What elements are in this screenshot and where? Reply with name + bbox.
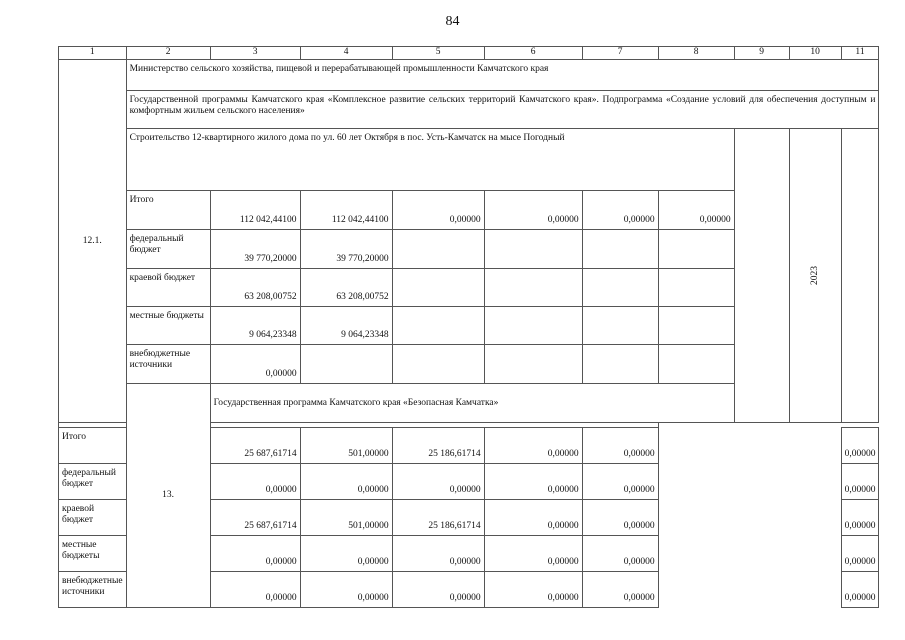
column-number: 11 xyxy=(841,47,879,60)
value-cell: 0,00000 xyxy=(484,536,582,572)
value-cell: 0,00000 xyxy=(484,428,582,464)
value-cell: 112 042,44100 xyxy=(210,191,300,230)
row-label: федеральный бюджет xyxy=(126,230,210,269)
column-number: 4 xyxy=(300,47,392,60)
row-label: местные бюджеты xyxy=(59,536,127,572)
value-cell: 0,00000 xyxy=(300,536,392,572)
column-number: 2 xyxy=(126,47,210,60)
value-cell: 0,00000 xyxy=(582,536,658,572)
value-cell xyxy=(582,269,658,307)
value-cell: 0,00000 xyxy=(841,500,879,536)
value-cell xyxy=(300,345,392,384)
column-number: 7 xyxy=(582,47,658,60)
value-cell: 0,00000 xyxy=(484,191,582,230)
value-cell: 0,00000 xyxy=(300,464,392,500)
project-title: Строительство 12-квартирного жилого дома по ул. 60 лет Октября в пос. Усть-Камчатск на мысе Погодный xyxy=(126,129,734,191)
year-cell xyxy=(789,129,841,423)
value-cell: 25 186,61714 xyxy=(392,500,484,536)
value-cell: 25 687,61714 xyxy=(210,428,300,464)
value-cell xyxy=(392,269,484,307)
value-cell: 0,00000 xyxy=(392,464,484,500)
value-cell: 0,00000 xyxy=(210,536,300,572)
budget-table xyxy=(58,46,879,608)
year-value: 2023 xyxy=(809,265,820,285)
value-cell xyxy=(582,307,658,345)
value-cell: 0,00000 xyxy=(582,191,658,230)
row-label: Итого xyxy=(126,191,210,230)
value-cell: 0,00000 xyxy=(210,464,300,500)
value-cell xyxy=(658,230,734,269)
ministry-row xyxy=(59,60,879,91)
value-cell: 39 770,20000 xyxy=(300,230,392,269)
program-row xyxy=(59,91,879,129)
value-cell: 0,00000 xyxy=(392,572,484,608)
value-cell xyxy=(658,345,734,384)
column-number: 9 xyxy=(734,47,789,60)
value-cell xyxy=(392,345,484,384)
value-cell: 25 186,61714 xyxy=(392,428,484,464)
column-number: 3 xyxy=(210,47,300,60)
value-cell: 0,00000 xyxy=(841,464,879,500)
value-cell: 25 687,61714 xyxy=(210,500,300,536)
program-row xyxy=(59,384,879,423)
value-cell xyxy=(658,307,734,345)
value-cell: 0,00000 xyxy=(841,572,879,608)
value-cell: 112 042,44100 xyxy=(300,191,392,230)
value-cell: 39 770,20000 xyxy=(210,230,300,269)
program-title: Государственной программы Камчатского края «Комплексное развитие сельских территорий Камчатского края». Подпрограмма «Создание условий для обеспечения доступным и комфортным жильем сельского населения» xyxy=(126,91,879,129)
row-label: внебюджетные источники xyxy=(126,345,210,384)
value-cell: 63 208,00752 xyxy=(300,269,392,307)
value-cell: 0,00000 xyxy=(392,536,484,572)
column-number: 1 xyxy=(59,47,127,60)
row-label: краевой бюджет xyxy=(59,500,127,536)
value-cell: 0,00000 xyxy=(841,428,879,464)
value-cell xyxy=(582,230,658,269)
row-number: 13. xyxy=(126,384,210,608)
value-cell xyxy=(484,230,582,269)
value-cell: 9 064,23348 xyxy=(210,307,300,345)
row-number: 12.1. xyxy=(59,60,127,423)
value-cell: 0,00000 xyxy=(210,345,300,384)
value-cell xyxy=(484,269,582,307)
row-label: Итого xyxy=(59,428,127,464)
value-cell: 501,00000 xyxy=(300,428,392,464)
column-number: 5 xyxy=(392,47,484,60)
page-number: 84 xyxy=(445,14,460,29)
column-number: 6 xyxy=(484,47,582,60)
column-number: 8 xyxy=(658,47,734,60)
project-row xyxy=(59,129,879,191)
ministry-title: Министерство сельского хозяйства, пищевой и перерабатывающей промышленности Камчатского края xyxy=(126,60,879,91)
value-cell: 501,00000 xyxy=(300,500,392,536)
column-number: 10 xyxy=(789,47,841,60)
value-cell: 0,00000 xyxy=(484,500,582,536)
program-title: Государственная программа Камчатского края «Безопасная Камчатка» xyxy=(210,384,879,423)
value-cell: 9 064,23348 xyxy=(300,307,392,345)
value-cell: 0,00000 xyxy=(658,191,734,230)
value-cell: 0,00000 xyxy=(300,572,392,608)
value-cell: 0,00000 xyxy=(392,191,484,230)
value-cell xyxy=(582,345,658,384)
value-cell: 0,00000 xyxy=(582,572,658,608)
row-label: федеральный бюджет xyxy=(59,464,127,500)
value-cell xyxy=(392,307,484,345)
header-row xyxy=(59,47,879,60)
value-cell: 0,00000 xyxy=(841,536,879,572)
value-cell xyxy=(658,269,734,307)
row-label: краевой бюджет xyxy=(126,269,210,307)
empty-cell xyxy=(841,129,879,423)
value-cell xyxy=(484,307,582,345)
value-cell xyxy=(392,230,484,269)
value-cell: 0,00000 xyxy=(484,464,582,500)
value-cell: 0,00000 xyxy=(210,572,300,608)
row-label: местные бюджеты xyxy=(126,307,210,345)
value-cell: 0,00000 xyxy=(582,500,658,536)
value-cell: 0,00000 xyxy=(484,572,582,608)
value-cell: 0,00000 xyxy=(582,464,658,500)
value-cell: 0,00000 xyxy=(582,428,658,464)
value-cell xyxy=(484,345,582,384)
empty-cell xyxy=(734,129,789,423)
empty-cell xyxy=(658,423,841,608)
row-label: внебюджетные источники xyxy=(59,572,127,608)
value-cell: 63 208,00752 xyxy=(210,269,300,307)
